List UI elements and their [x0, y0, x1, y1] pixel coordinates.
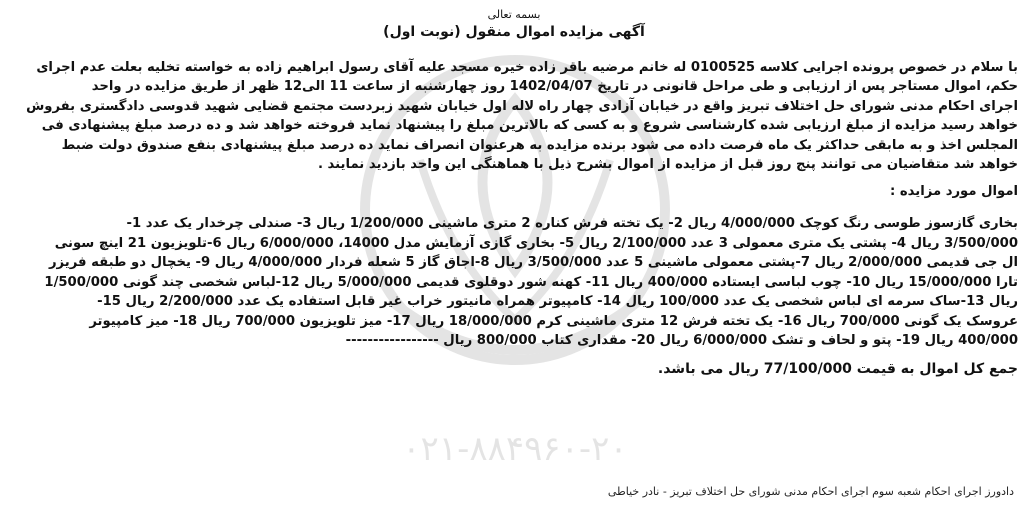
watermark-phone: ۰۲۱-۸۸۴۹۶۰-۲۰ — [402, 429, 628, 469]
total-value-line: جمع کل اموال به قیمت 77/100/000 ریال می باشد. — [657, 360, 1018, 377]
signature-footer: دادورز اجرای احکام شعبه سوم اجرای احکام مدنی شورای حل اختلاف تبریز - نادر خیاطی — [607, 485, 1014, 498]
basmala-heading: بسمه تعالی — [487, 8, 541, 21]
notice-title: آگهی مزایده اموال منقول (نوبت اول) — [383, 24, 645, 40]
notice-body-paragraph: با سلام در خصوص پرونده اجرایی کلاسه 0100525 له خانم مرضیه باقر زاده خیره مسجد علیه آقای رسول ابراهیم زاده به خواسته تخلیه بعلت عدم اجرای حکم، اموال مستاجر پس از ارزیابی و طی مراحل قانونی در تاریخ 1402/04/07 روز چهارشنبه از ساعت 11 الی12 ظهر از طریق مزایده در واحد اجرای احکام مدنی شورای حل اختلاف تبریز واقع در خیابان آزادی چهار راه لاله اول خیابان شهید زبردست مجتمع قضایی شهید قدوسی دادگستری بفروش خواهد رسید مزایده از مبلغ ارزیابی شده کارشناسی شروع و به کسی که بالاترین مبلغ را پیشنهاد نماید فروخته خواهد شد و ده درصد مبلغ پیشنهادی فی المجلس اخذ و به مابقی حداکثر یک ماه فرصت داده می شود برنده مزایده به هرعنوان انصراف نماید ده درصد مبلغ پیشنهادی بنفع صندوق دولت ضبط خواهد شد متقاضیان می توانند پنج روز قبل از مزایده از اموال بشرح ذیل با هماهنگی این واحد بازدید نمایند . — [26, 60, 1018, 173]
items-heading: اموال مورد مزایده : — [890, 184, 1018, 200]
items-list-text: بخاری گازسوز طوسی رنگ کوچک 4/000/000 ریال 2- یک تخته فرش کناره 2 متری ماشینی 1/200/000 ریال 3- صندلی چرخدار یک عدد 1- 3/500/000 ریال 4- پشتی یک متری معمولی 3 عدد 2/100/000 ریال 5- بخاری گازی آزمایش مدل 14000، 6/000/000 ریال 6-تلویزیون 21 اینچ سونی ال جی قدیمی 2/000/000 ریال 7-پشتی معمولی ماشینی 5 عدد 3/500/000 ریال 8-اجاق گاز 5 شعله فردار 4/000/000 ریال 9- یخچال دو طبقه فریزر تارا 15/000/000 ریال 10- چوب لباسی ایستاده 400/000 ریال 11- کهنه شور دوقلوی قدیمی 5/000/000 ریال 12-لباس شخصی چند گونی 1/500/000 ریال 13-ساک سرمه ای لباس شخصی یک عدد 100/000 ریال 14- کامپیوتر همراه مانیتور خراب غیر قابل استفاده یک عدد 2/200/000 ریال 15- عروسک یک گونی 700/000 ریال 16- یک تخته فرش 12 متری ماشینی کرم 18/000/000 ریال 17- میز تلویزیون 700/000 ریال 18- میز کامپیوتر 400/000 ریال 19- پتو و لحاف و تشک 6/000/000 ریال 20- مقداری کتاب 800/000 ریال ----------------- — [44, 216, 1018, 349]
